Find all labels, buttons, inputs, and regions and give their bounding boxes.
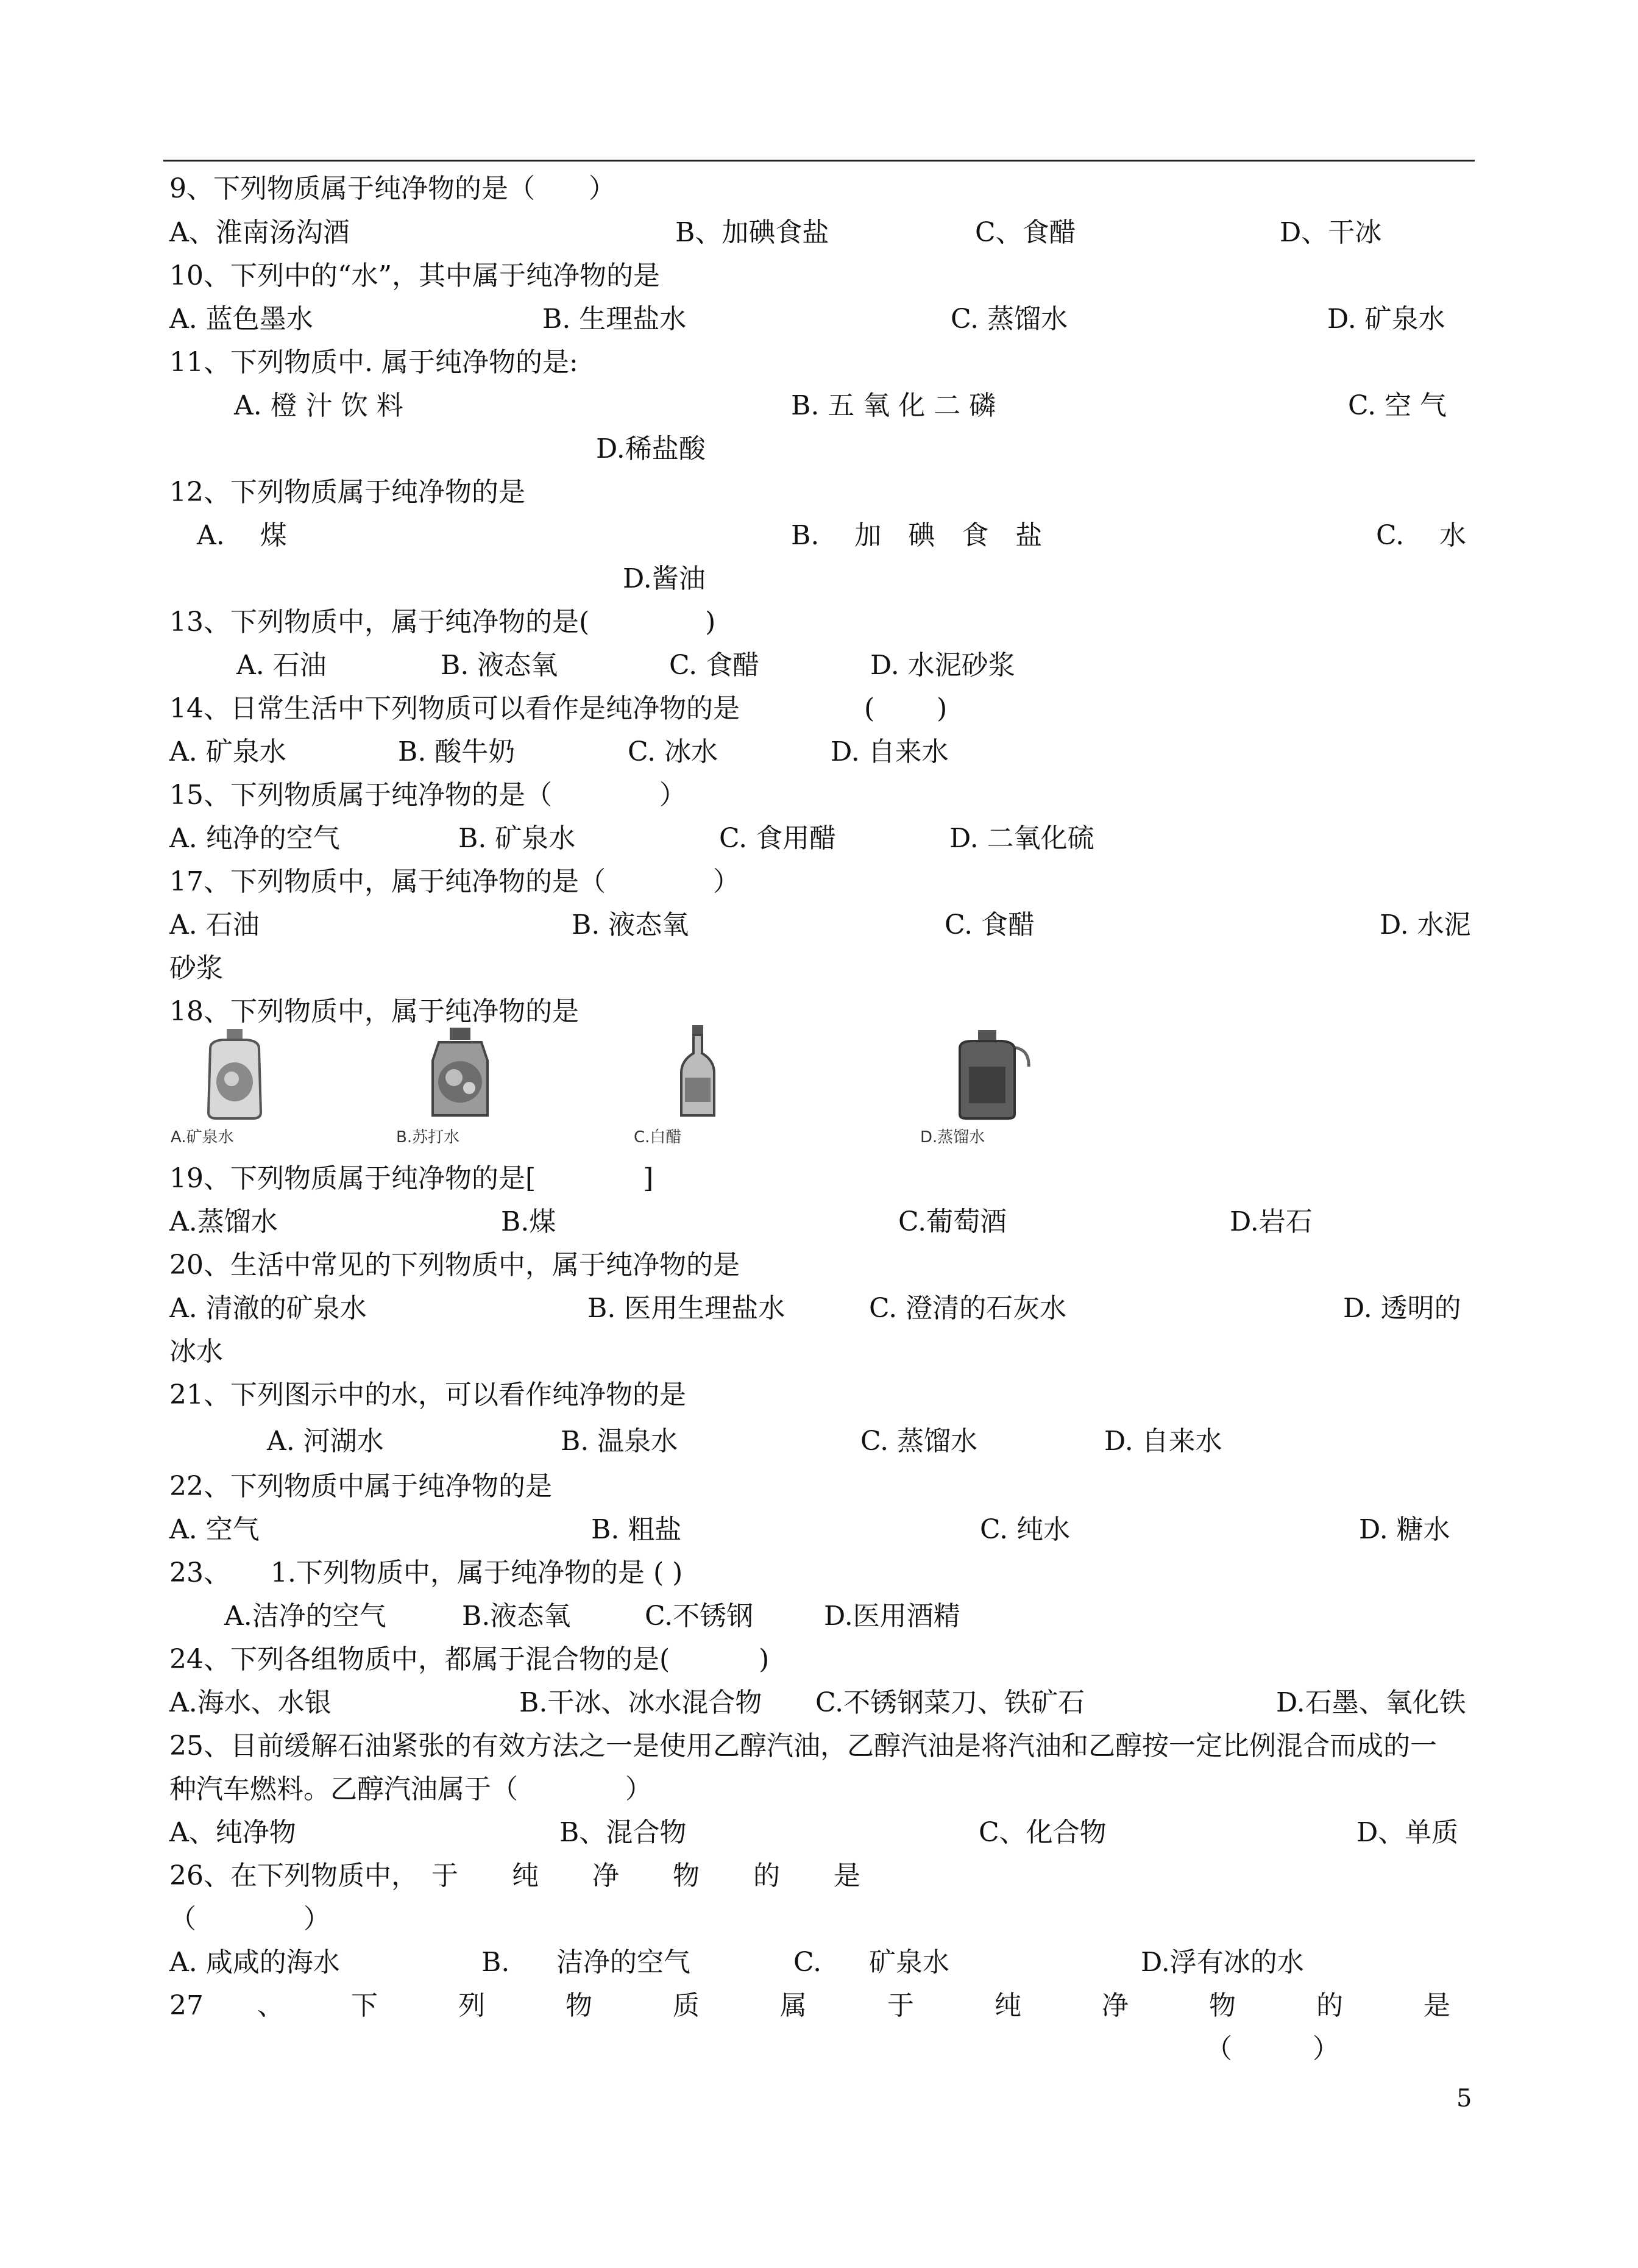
q20-option-b: B. 医用生理盐水: [587, 1293, 785, 1324]
q10-stem: 10、下列中的“水”，其中属于纯净物的是: [169, 260, 660, 291]
q11-options: [169, 385, 1480, 427]
q25-option-c: C、化合物: [979, 1817, 1107, 1848]
q10-option-b: B. 生理盐水: [542, 304, 687, 335]
q27-paren-line: [169, 2028, 1480, 2071]
q10-option-c: C. 蒸馏水: [951, 304, 1068, 335]
q9-option-b: B、加碘食盐: [675, 217, 829, 248]
q15-option-d: D. 二氧化硫: [949, 823, 1094, 854]
q23-option-a: A.洁净的空气: [224, 1601, 386, 1632]
q18-stem: 18、下列物质中，属于纯净物的是: [169, 996, 579, 1027]
q24-option-a: A.海水、水银: [169, 1687, 332, 1718]
q11-options-2: [169, 428, 1480, 471]
q19-option-a: A.蒸馏水: [169, 1206, 278, 1237]
q9-stem: 9、下列物质属于纯净物的是（ ）: [169, 173, 615, 204]
q10-option-a: A. 蓝色墨水: [169, 304, 313, 335]
q13-option-b: B. 液态氧: [441, 650, 558, 681]
q21-option-b: B. 温泉水: [561, 1426, 678, 1457]
q19-option-c: C.葡萄酒: [898, 1206, 1007, 1237]
q14-stem: 14、日常生活中下列物质可以看作是纯净物的是 ( ): [169, 688, 1480, 730]
q15-option-a: A. 纯净的空气: [169, 823, 340, 854]
q14-options: [169, 731, 1480, 773]
q24-option-b: B.干冰、冰水混合物: [519, 1687, 762, 1718]
q21-stem: 21、下列图示中的水，可以看作纯净物的是: [169, 1379, 686, 1410]
q25-stem-2: 种汽车燃料。乙醇汽油属于（ ）: [169, 1774, 652, 1805]
q24-option-c: C.不锈钢菜刀、铁矿石: [815, 1687, 1085, 1718]
q12-option-a: A. 煤: [197, 520, 287, 551]
vinegar-bottle-icon: [658, 1024, 737, 1122]
q10-option-d: D. 矿泉水: [1327, 304, 1445, 335]
q26-option-c: C.: [793, 1947, 822, 1978]
q18-image-a: A.矿泉水: [171, 1024, 305, 1149]
q22-option-d: D. 糖水: [1359, 1514, 1450, 1545]
q17-option-d: D. 水泥: [1380, 909, 1471, 940]
q9-option-d: D、干冰: [1280, 217, 1382, 248]
q17-option-c: C. 食醋: [945, 909, 1035, 940]
water-jug-icon: [195, 1024, 274, 1122]
q12-option-b: B. 加 碘 食 盐: [791, 520, 1043, 551]
q17-options-2: [169, 947, 1480, 990]
q20-options: [169, 1287, 1480, 1330]
q26-stem: 26、在下列物质中， 于 纯 净 物 的 是: [169, 1860, 860, 1891]
q12-options-2: [169, 558, 1480, 600]
q17-option-a: A. 石油: [169, 909, 260, 940]
q15-option-c: C. 食用醋: [719, 823, 837, 854]
q23-option-d: D.医用酒精: [824, 1601, 960, 1632]
q11-option-c: C. 空 气: [1348, 390, 1447, 421]
q23-options: [169, 1595, 1480, 1638]
q9-option-a: A、淮南汤沟酒: [169, 217, 350, 248]
q17-options: [169, 904, 1480, 947]
q24-options: [169, 1682, 1480, 1724]
q22-option-c: C. 纯水: [980, 1514, 1071, 1545]
q25-options: [169, 1811, 1480, 1854]
q20-option-d-cont: 冰水: [169, 1336, 223, 1367]
q21-option-d: D. 自来水: [1104, 1426, 1222, 1457]
q14-option-b: B. 酸牛奶: [398, 736, 516, 767]
q19-option-d: D.岩石: [1230, 1206, 1313, 1237]
top-rule: [163, 160, 1475, 162]
q26-option-a: A. 咸咸的海水: [169, 1947, 340, 1978]
q19-option-b: B.煤: [501, 1206, 556, 1237]
q15-option-b: B. 矿泉水: [458, 823, 576, 854]
q17-stem: 17、下列物质中，属于纯净物的是（ ）: [169, 866, 740, 897]
q11-option-a: A. 橙 汁 饮 料: [234, 390, 403, 421]
q20-option-d: D. 透明的: [1343, 1293, 1461, 1324]
q19-stem: 19、下列物质属于纯净物的是[ ]: [169, 1163, 654, 1194]
q21-option-a: A. 河湖水: [267, 1426, 384, 1457]
q12-option-d: D.酱油: [623, 563, 706, 594]
q18-image-b: B.苏打水: [396, 1024, 530, 1149]
q26-answer-paren: （ ）: [169, 1904, 330, 1935]
q13-option-d: D. 水泥砂浆: [870, 650, 1015, 681]
q20-option-a: A. 清澈的矿泉水: [169, 1293, 367, 1324]
distilled-water-jug-icon: [945, 1024, 1036, 1122]
q14-option-a: A. 矿泉水: [169, 736, 286, 767]
q20-options-2: [169, 1331, 1480, 1373]
q18-image-c: C.白醋: [634, 1024, 768, 1149]
q22-stem: 22、下列物质中属于纯净物的是: [169, 1471, 552, 1502]
q21-options: [169, 1420, 1480, 1463]
q12-options: [169, 514, 1480, 557]
q26-option-b: B.: [481, 1947, 510, 1978]
q26-option-c-text: 矿泉水: [869, 1947, 949, 1978]
q14-answer-paren: ( ): [864, 693, 948, 724]
q15-options: [169, 817, 1480, 860]
q24-option-d: D.石墨、氧化铁: [1276, 1687, 1466, 1718]
q24-stem: 24、下列各组物质中，都属于混合物的是( ): [169, 1644, 770, 1675]
q20-option-c: C. 澄清的石灰水: [869, 1293, 1067, 1324]
q23-stem: 23、 1.下列物质中，属于纯净物的是 ( ): [169, 1557, 683, 1588]
q18-image-row: [171, 1024, 1048, 1149]
q11-option-d: D.稀盐酸: [596, 433, 706, 464]
page-number: 5: [1456, 2085, 1472, 2113]
q9-option-c: C、食醋: [975, 217, 1076, 248]
q10-options: [169, 298, 1480, 341]
q21-option-c: C. 蒸馏水: [860, 1426, 978, 1457]
q9-options: [169, 212, 1480, 254]
q25-option-d: D、单质: [1356, 1817, 1459, 1848]
q22-option-a: A. 空气: [169, 1514, 260, 1545]
q26-option-d: D.浮有冰的水: [1141, 1947, 1304, 1978]
q23-option-c: C.不锈钢: [645, 1601, 754, 1632]
q18-image-d: D.蒸馏水: [920, 1024, 1054, 1149]
q25-option-b: B、混合物: [559, 1817, 687, 1848]
q12-stem: 12、下列物质属于纯净物的是: [169, 477, 525, 508]
q12-option-c: C. 水: [1376, 520, 1467, 551]
q17-option-d-cont: 砂浆: [169, 953, 223, 984]
q26-options: [169, 1941, 1480, 1984]
q25-option-a: A、纯净物: [169, 1817, 296, 1848]
q13-stem: 13、下列物质中，属于纯净物的是( ): [169, 606, 716, 638]
q26-paren-line: [169, 1898, 1480, 1941]
q22-options: [169, 1509, 1480, 1551]
q20-stem: 20、生活中常见的下列物质中，属于纯净物的是: [169, 1250, 740, 1281]
q13-option-c: C. 食醋: [669, 650, 760, 681]
q23-option-b: B.液态氧: [462, 1601, 571, 1632]
q25-stem: 25、目前缓解石油紧张的有效方法之一是使用乙醇汽油，乙醇汽油是将汽油和乙醇按一定比例混合而成的一: [169, 1730, 1437, 1761]
q26-option-b-text: 洁净的空气: [556, 1947, 690, 1978]
q27-stem: 27 、 下 列 物 质 属 于 纯 净 物 的 是: [169, 1990, 1450, 2021]
q11-option-b: B. 五 氧 化 二 磷: [791, 390, 996, 421]
q14-option-d: D. 自来水: [831, 736, 949, 767]
q27-answer-paren: （ ）: [1205, 2033, 1339, 2064]
q22-option-b: B. 粗盐: [591, 1514, 682, 1545]
q11-stem: 11、下列物质中. 属于纯净物的是:: [169, 347, 578, 378]
q13-option-a: A. 石油: [236, 650, 327, 681]
q17-option-b: B. 液态氧: [572, 909, 689, 940]
q15-stem: 15、下列物质属于纯净物的是（ ）: [169, 780, 686, 811]
q13-options: [169, 644, 1480, 687]
q19-options: [169, 1201, 1480, 1243]
q14-option-c: C. 冰水: [628, 736, 718, 767]
soda-bottle-icon: [420, 1024, 500, 1122]
